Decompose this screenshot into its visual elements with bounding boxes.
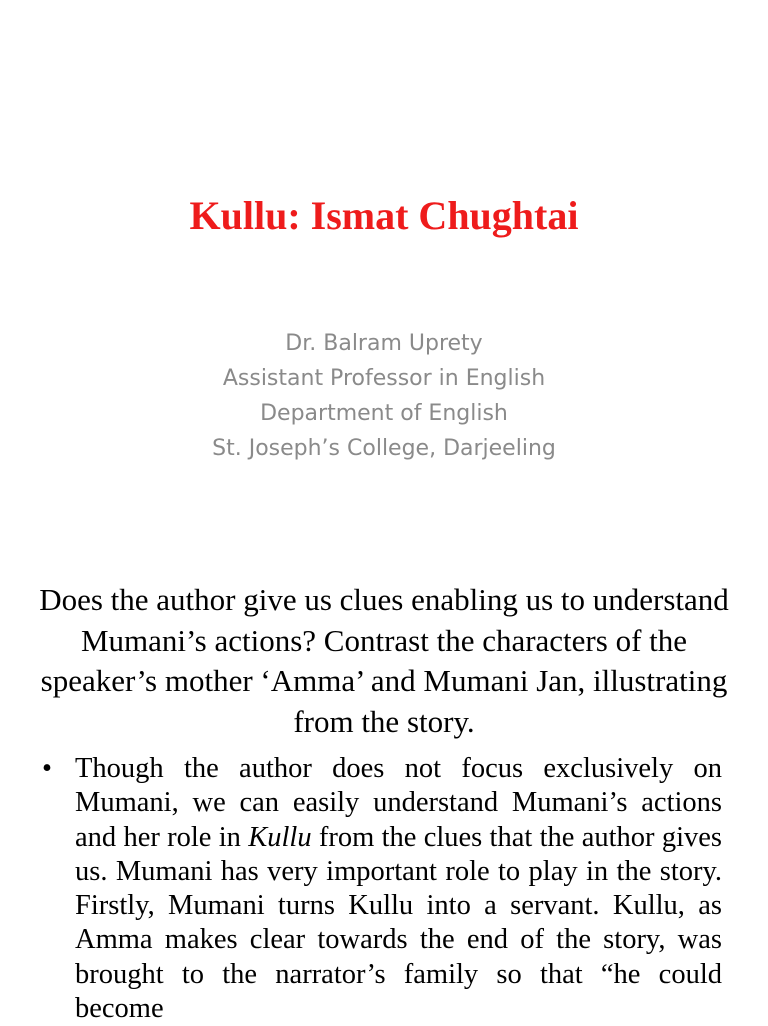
story-title-italic: Kullu xyxy=(248,821,312,853)
author-college: St. Joseph’s College, Darjeeling xyxy=(212,436,556,461)
author-info xyxy=(0,326,768,466)
answer-bullet xyxy=(42,752,722,1026)
author-name: Dr. Balram Uprety xyxy=(285,331,483,356)
slide-title: Kullu: Ismat Chughtai xyxy=(189,193,579,238)
answer-text-part1: Though the author does not focus exclusively on Mumani, we can easily understand Mumani’s actions and her role in xyxy=(75,753,722,853)
bullet-icon: • xyxy=(42,753,52,784)
answer-list xyxy=(42,752,722,1026)
question-heading: Does the author give us clues enabling us to understand Mumani’s actions? Contrast the characters of the speaker’s mother ‘Amma’ and Mumani Jan, illustrating from the story. xyxy=(39,582,729,739)
question-slide xyxy=(0,580,768,1024)
author-position: Assistant Professor in English xyxy=(222,366,546,391)
answer-text-part2: from the clues that the author gives us. Mumani has very important role to play in the story. Firstly, Mumani turns Kullu into a servant. Kullu, as Amma makes clear towards the end of the story, was brought to the narrator’s family so that “he could become xyxy=(75,821,722,1025)
author-department: Department of English xyxy=(260,401,508,426)
